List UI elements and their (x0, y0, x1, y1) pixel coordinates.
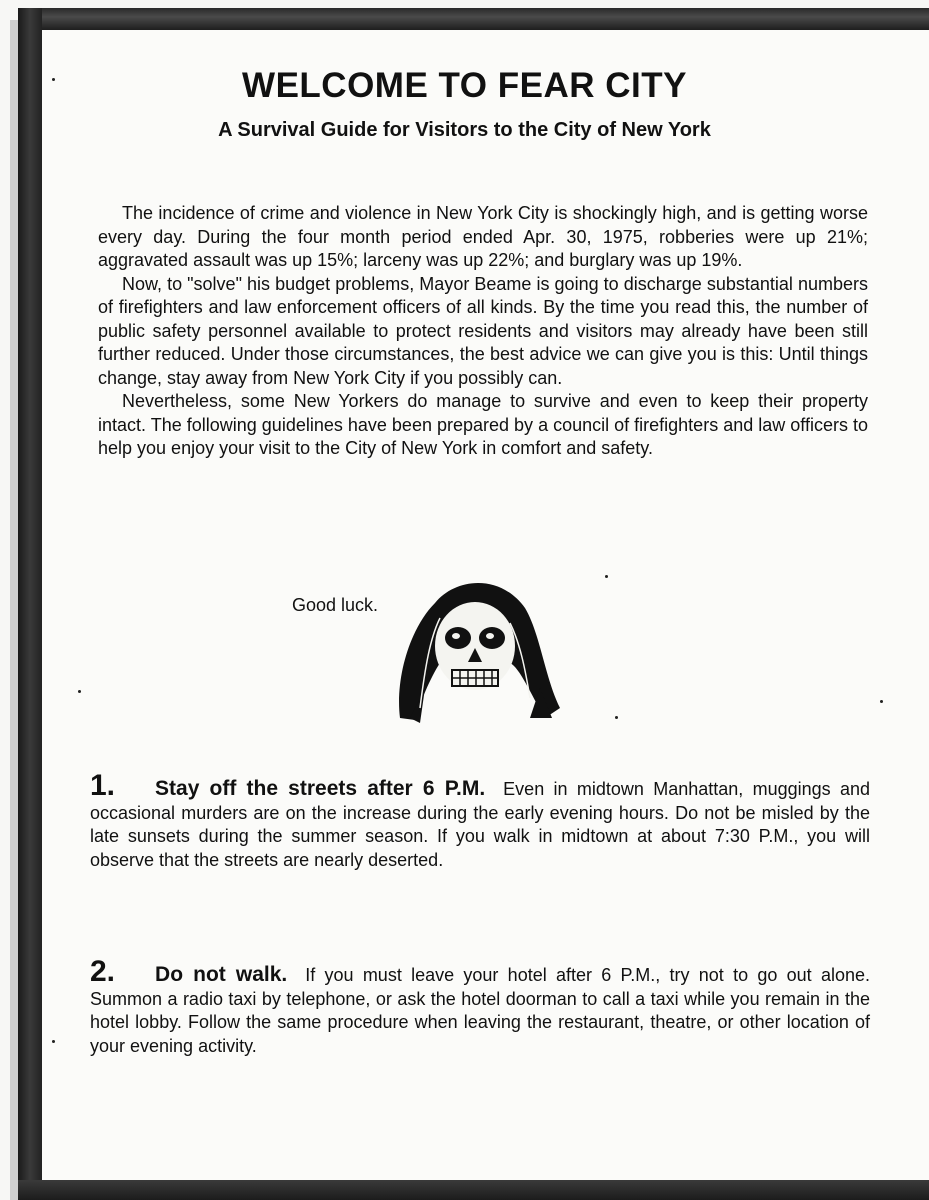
scan-speck (78, 690, 81, 693)
guideline-heading: Do not walk. (155, 963, 288, 986)
scan-border-left (18, 8, 42, 1200)
intro-paragraph: Now, to "solve" his budget problems, Mayor Beame is going to discharge substantial numbers of firefighters and law enforcement officers of all kinds. By the time you read this, the number of public safety personnel available to protect residents and visitors may already have been still further reduced. Under those circumstances, the best advice we can give you is this: Until things change, stay away from New York City if you possibly can. (98, 273, 868, 388)
intro-text (98, 202, 868, 461)
intro-paragraph: The incidence of crime and violence in New York City is shockingly high, and is getting worse every day. During the four month period ended Apr. 30, 1975, robberies were up 21%; aggravated assault was up 15%; larceny was up 22%; and burglary was up 19%. (98, 203, 868, 270)
guideline-1 (90, 769, 870, 872)
guideline-text: Even in midtown Manhattan, muggings and occasional murders are on the increase during the early evening hours. Do not be misled by the late sunsets during the summer season. If you walk in midtown at about 7:30 P.M., you will observe that the streets are nearly deserted. (90, 779, 870, 870)
scan-border-top (18, 8, 929, 30)
intro-paragraph: Nevertheless, some New Yorkers do manage to survive and even to keep their property intact. The following guidelines have been prepared by a council of firefighters and law officers to help you enjoy your visit to the City of New York in comfort and safety. (98, 391, 868, 458)
scan-speck (880, 700, 883, 703)
signoff-text: Good luck. (292, 595, 379, 615)
guideline-number: 1. (90, 769, 116, 802)
page-title: WELCOME TO FEAR CITY (242, 66, 687, 105)
guideline-2 (90, 955, 870, 1058)
guideline-number: 2. (90, 955, 116, 988)
grim-reaper-skull-icon (380, 568, 565, 728)
guideline-text: If you must leave your hotel after 6 P.M., try not to go out alone. Summon a radio taxi by telephone, or ask the hotel doorman to call a taxi while you remain in the hotel lobby. Follow the same procedure when leaving the restaurant, theatre, or other location of your evening activity. (90, 965, 870, 1056)
scan-speck (52, 78, 55, 81)
scan-speck (615, 716, 618, 719)
guideline-heading: Stay off the streets after 6 P.M. (155, 777, 486, 800)
scan-border-bottom (18, 1180, 929, 1200)
page-subtitle: A Survival Guide for Visitors to the City of New York (218, 119, 711, 141)
scan-edge (10, 20, 18, 1200)
scan-speck (605, 575, 608, 578)
scan-speck (52, 1040, 55, 1043)
